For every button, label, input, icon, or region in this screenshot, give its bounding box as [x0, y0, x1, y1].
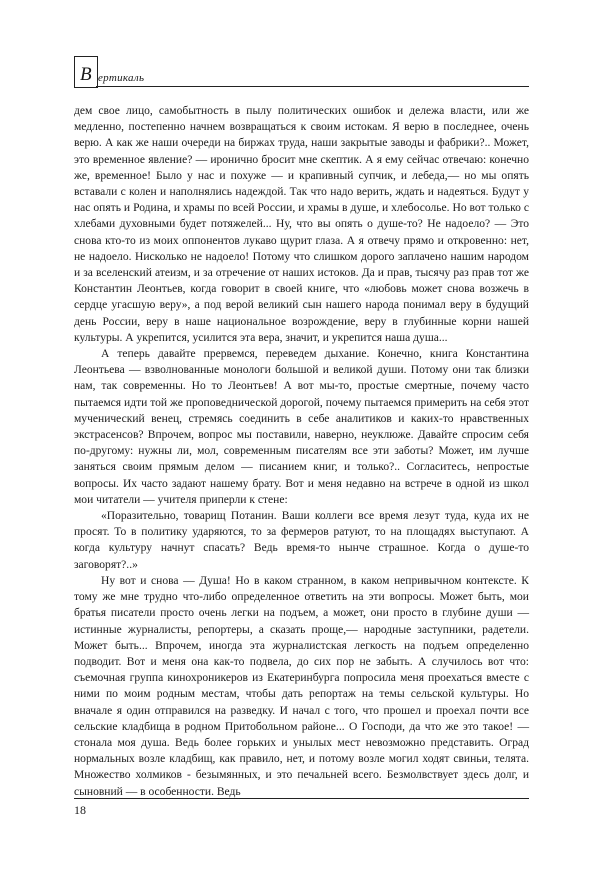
header-logo-text: ертикаль — [98, 72, 145, 84]
header-rule — [96, 86, 529, 87]
page-number: 18 — [74, 803, 86, 817]
footer-rule — [74, 798, 529, 799]
paragraph-3-quote: «Поразительно, товарищ Потанин. Ваши коллеги все время лезут туда, куда их не просят. То в политику ударяются, то за фермеров ратуют, то на площадях выступают. А когда культуру начнут спасать? Ведь время-то нынче страшное. Когда о душе-то заговорят?..» — [74, 510, 529, 571]
running-header — [74, 56, 529, 92]
paragraph-2: А теперь давайте прервемся, переведем дыхание. Конечно, книга Константина Леонтьева — взволнованные монологи большой и великой души. Потому они так близки нам, так современны. Но то Леонтьев! А вот мы-то, простые смертные, почему часто пытаемся идти той же проповеднической дорогой, почему пытаемся примерить на себя этот мученический венец, стремясь соединить в себе аналитиков и каких-то нравственных экстрасенсов? Впрочем, вопрос мы поставили, наверно, неуклюже. Давайте спросим себя по-другому: нужны ли, мол, современным писателям все эти заботы? Может, им лучше заняться своим прямым делом — писанием книг, и только?.. Согласитесь, непростые вопросы. Их часто задают нашему брату. Вот и меня недавно на встрече в одной из школ мои читатели — учителя приперли к стене: — [74, 348, 529, 506]
header-logo-frame — [74, 56, 98, 88]
page-body — [74, 103, 529, 800]
header-logo-initial: В — [80, 64, 92, 85]
paragraph-1: дем свое лицо, самобытность в пылу политических ошибок и дележа власти, или же медленно, постепенно начнем возвращаться к своим истокам. Я верю в последнее, очень верю. А как же наши очереди на биржах труда, наши закрытые заводы и фабрики?.. Может, это временное явление? — иронично бросит мне скептик. А я ему сейчас отвечаю: конечно же, временное! Было у нас и похуже — и крапивный супчик, и лебеда,— но мы опять вставали с колен и наполнялись надеждой. Так что надо верить, ждать и надеяться. Будут у нас опять и Родина, и храмы по всей России, и храмы в душе, и хлебосолье. Но вот только с хлебами духовными будет потяжелей... Ну, что вы опять о душе-то? Не надоело? — Это снова кто-то из моих оппонентов лукаво щурит глаза. А я отвечу прямо и откровенно: нет, не надоело. Нисколько не надоело! Потому что слишком дорого заплачено нашим народом и за вселенский атеизм, и за отречение от наших истоков. Да и прав, тысячу раз прав тот же Константин Леонтьев, когда говорит в своей книге, что «любовь может снова возжечь в сердце угасшую веру», а под верой великий сын нашего народа понимал веру в будущий день России, веру в наше национальное возрождение, веру в глубинные корни нашей культуры. А укрепится, усилится эта вера, значит, и укрепится наша душа... — [74, 105, 529, 344]
paragraph-4: Ну вот и снова — Душа! Но в каком странном, в каком непривычном контексте. К тому же мне трудно что-либо определенное ответить на эти вопросы. Может быть, мои братья писатели просто очень легки на подъем, а может, они просто в глубине души — истинные журналисты, репортеры, а сказать проще,— народные заступники, радетели. Может быть... Впрочем, иногда эта журналистская легкость на подъем определенно подводит. Вот и меня она как-то подвела, до сих пор не забыть. А случилось вот что: съемочная группа кинохроникеров из Екатеринбурга попросила меня проехаться вместе с ними по моим родным местам, чтобы дать репортаж на темы сельской культуры. Но вначале я один отправился на разведку. И начал с того, что прошел и проехал почти все сельские кладбища в родном Притобольном районе... О Господи, да что же это такое! — стонала моя душа. Ведь более горьких и унылых мест невозможно представить. Оград нормальных возле кладбищ, как правило, нет, и потому возле могил ходят свиньи, телята. Множество холмиков - безымянных, и это печальней всего. Безмолвствует здесь долг, и сыновний — в особенности. Ведь — [74, 574, 529, 798]
